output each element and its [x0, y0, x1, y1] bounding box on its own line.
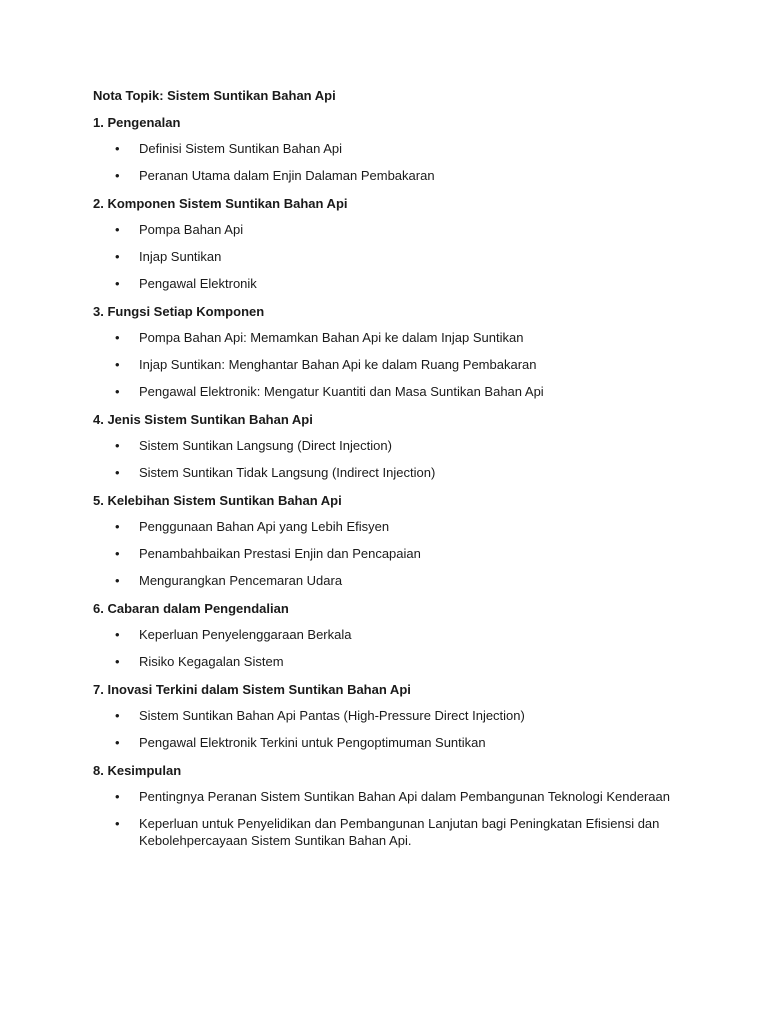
list-item-text: Injap Suntikan: [139, 249, 222, 264]
bullet-list: [93, 707, 693, 751]
bullet-list: [93, 788, 693, 849]
list-item-text: Definisi Sistem Suntikan Bahan Api: [139, 141, 343, 156]
list-item: [93, 815, 693, 849]
bullet-icon: •: [115, 330, 120, 345]
list-item-text: Pentingnya Peranan Sistem Suntikan Bahan Api dalam Pembangunan Teknologi Kenderaan: [139, 789, 670, 804]
list-item-text: Mengurangkan Pencemaran Udara: [139, 573, 343, 588]
bullet-list: [93, 329, 693, 400]
list-item-text: Injap Suntikan: Menghantar Bahan Api ke dalam Ruang Pembakaran: [139, 357, 537, 372]
list-item: [93, 545, 693, 562]
bullet-icon: •: [115, 789, 120, 804]
list-item: [93, 464, 693, 481]
list-item-text: Penggunaan Bahan Api yang Lebih Efisyen: [139, 519, 390, 534]
bullet-icon: •: [115, 168, 120, 183]
section-heading: 6. Cabaran dalam Pengendalian: [93, 601, 289, 616]
list-item: [93, 140, 693, 157]
bullet-icon: •: [115, 546, 120, 561]
bullet-list: [93, 437, 693, 481]
section-5: [93, 491, 693, 589]
section-heading: 5. Kelebihan Sistem Suntikan Bahan Api: [93, 493, 342, 508]
section-heading: 7. Inovasi Terkini dalam Sistem Suntikan Bahan Api: [93, 682, 411, 697]
bullet-list: [93, 518, 693, 589]
section-8: [93, 761, 693, 849]
section-2: [93, 194, 693, 292]
list-item-text: Keperluan untuk Penyelidikan dan Pembangunan Lanjutan bagi Peningkatan Efisiensi dan Kebolehpercayaan Sistem Suntikan Bahan Api.: [139, 816, 660, 848]
list-item-text: Pengawal Elektronik: [139, 276, 257, 291]
section-4: [93, 410, 693, 481]
bullet-icon: •: [115, 357, 120, 372]
bullet-icon: •: [115, 708, 120, 723]
bullet-icon: •: [115, 465, 120, 480]
list-item: [93, 221, 693, 238]
section-3: [93, 302, 693, 400]
list-item: [93, 707, 693, 724]
section-heading: 1. Pengenalan: [93, 115, 181, 130]
bullet-list: [93, 221, 693, 292]
document-content: [93, 86, 693, 859]
list-item: [93, 329, 693, 346]
section-heading: 8. Kesimpulan: [93, 763, 182, 778]
bullet-icon: •: [115, 735, 120, 750]
bullet-icon: •: [115, 384, 120, 399]
bullet-icon: •: [115, 249, 120, 264]
list-item: [93, 167, 693, 184]
list-item-text: Pengawal Elektronik Terkini untuk Pengoptimuman Suntikan: [139, 735, 486, 750]
section-heading: 3. Fungsi Setiap Komponen: [93, 304, 265, 319]
list-item: [93, 626, 693, 643]
section-heading: 2. Komponen Sistem Suntikan Bahan Api: [93, 196, 348, 211]
list-item: [93, 788, 693, 805]
list-item-text: Pengawal Elektronik: Mengatur Kuantiti dan Masa Suntikan Bahan Api: [139, 384, 544, 399]
section-heading: 4. Jenis Sistem Suntikan Bahan Api: [93, 412, 313, 427]
list-item: [93, 653, 693, 670]
list-item: [93, 275, 693, 292]
list-item: [93, 734, 693, 751]
list-item-text: Penambahbaikan Prestasi Enjin dan Pencapaian: [139, 546, 421, 561]
list-item: [93, 437, 693, 454]
list-item-text: Sistem Suntikan Langsung (Direct Injection): [139, 438, 392, 453]
list-item: [93, 248, 693, 265]
section-6: [93, 599, 693, 670]
bullet-icon: •: [115, 276, 120, 291]
bullet-icon: •: [115, 438, 120, 453]
bullet-icon: •: [115, 519, 120, 534]
section-7: [93, 680, 693, 751]
bullet-list: [93, 626, 693, 670]
bullet-icon: •: [115, 141, 120, 156]
list-item-text: Keperluan Penyelenggaraan Berkala: [139, 627, 352, 642]
list-item-text: Sistem Suntikan Tidak Langsung (Indirect Injection): [139, 465, 436, 480]
document-title: Nota Topik: Sistem Suntikan Bahan Api: [93, 88, 336, 103]
list-item: [93, 383, 693, 400]
section-1: [93, 113, 693, 184]
list-item-text: Pompa Bahan Api: Memamkan Bahan Api ke dalam Injap Suntikan: [139, 330, 524, 345]
bullet-list: [93, 140, 693, 184]
list-item-text: Pompa Bahan Api: [139, 222, 244, 237]
bullet-icon: •: [115, 573, 120, 588]
list-item-text: Risiko Kegagalan Sistem: [139, 654, 284, 669]
bullet-icon: •: [115, 222, 120, 237]
bullet-icon: •: [115, 654, 120, 669]
list-item: [93, 518, 693, 535]
bullet-icon: •: [115, 816, 120, 831]
list-item-text: Peranan Utama dalam Enjin Dalaman Pembakaran: [139, 168, 435, 183]
list-item-text: Sistem Suntikan Bahan Api Pantas (High-Pressure Direct Injection): [139, 708, 525, 723]
list-item: [93, 572, 693, 589]
list-item: [93, 356, 693, 373]
bullet-icon: •: [115, 627, 120, 642]
